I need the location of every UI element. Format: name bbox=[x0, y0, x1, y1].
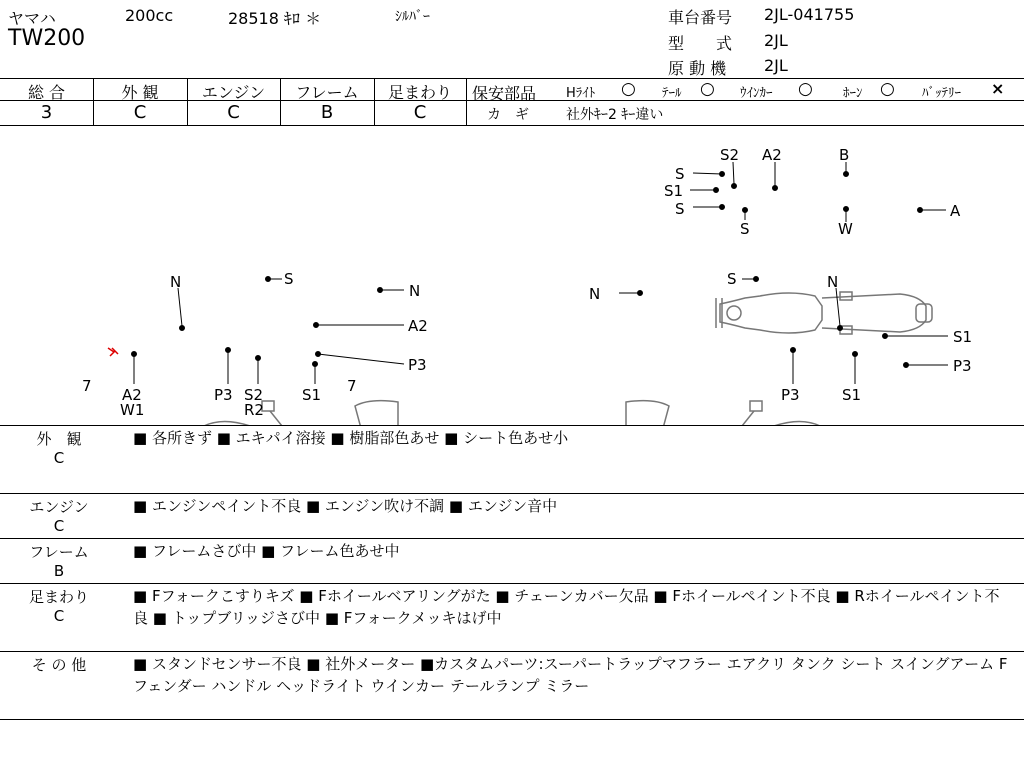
section-text: ■ フレームさび中 ■ フレーム色あせ中 bbox=[133, 542, 400, 560]
bike-right-view bbox=[626, 401, 939, 426]
safety-headlight-label: Hﾗｲﾄ bbox=[566, 86, 596, 101]
safety-tail-label: ﾃｰﾙ bbox=[662, 86, 682, 101]
safety-horn-label: ﾎｰﾝ bbox=[843, 86, 863, 101]
safety-winker-label: ｳｲﾝｶｰ bbox=[740, 86, 773, 101]
label-left-n-1: N bbox=[170, 273, 182, 291]
label-left-a2: A2 bbox=[408, 317, 428, 335]
section-text: ■ 各所きず ■ エキパイ溶接 ■ 樹脂部色あせ ■ シート色あせ小 bbox=[133, 429, 569, 447]
grade-label-exterior: 外 観 bbox=[121, 83, 159, 102]
engine-label: 原 動 機 bbox=[668, 59, 727, 78]
label-top-a: A bbox=[950, 202, 961, 220]
label-left-7-2: 7 bbox=[347, 377, 357, 395]
section-title: そ の 他 bbox=[31, 656, 87, 674]
key-label: カ ギ bbox=[487, 107, 529, 123]
model-name: TW200 bbox=[8, 26, 86, 51]
safety-battery-label: ﾊﾞｯﾃﾘｰ bbox=[922, 86, 961, 101]
label-top-b: B bbox=[839, 146, 850, 164]
grade-value-engine: C bbox=[227, 102, 240, 123]
label-top-s-1: S bbox=[675, 165, 685, 183]
section-grade: C bbox=[53, 449, 65, 467]
label-left-p3-1: P3 bbox=[408, 356, 427, 374]
label-left-r2: R2 bbox=[244, 401, 264, 419]
maker: ヤマハ bbox=[8, 9, 56, 28]
type-value: 2JL bbox=[764, 31, 788, 50]
label-left-7-1: 7 bbox=[82, 377, 92, 395]
label-left-p3-2: P3 bbox=[214, 386, 233, 404]
safety-winker-mark: ○ bbox=[798, 79, 813, 99]
displacement: 200cc bbox=[125, 6, 174, 25]
label-top-s-2: S bbox=[675, 200, 685, 218]
label-left-w1: W1 bbox=[120, 401, 145, 419]
grade-label-total: 総 合 bbox=[27, 83, 66, 102]
label-right-n-1: N bbox=[589, 285, 601, 303]
section-title: 足まわり bbox=[28, 588, 89, 606]
section-text: ■ Fフォークこすりキズ ■ Fホイールベアリングがた ■ チェーンカバー欠品 ■ Fホイールペイント不良 ■ Rホイールペイント不良 ■ トップブリッジさび中 ■ Fフォークメッキはげ中 bbox=[133, 587, 1000, 627]
label-top-s2: S2 bbox=[720, 146, 740, 164]
frame-no-label: 車台番号 bbox=[668, 8, 733, 27]
engine-value: 2JL bbox=[764, 56, 788, 75]
section-grade: C bbox=[53, 607, 65, 625]
section-title: フレーム bbox=[29, 543, 89, 561]
section-grade: C bbox=[53, 517, 65, 535]
label-top-a2: A2 bbox=[762, 146, 782, 164]
section-title: 外 観 bbox=[36, 430, 82, 448]
label-left-n-2: N bbox=[409, 282, 421, 300]
mileage: 28518 ｷﾛ ＊ bbox=[228, 9, 322, 28]
grade-label-engine: エンジン bbox=[201, 83, 266, 102]
label-top-w: W bbox=[838, 220, 853, 238]
grade-label-frame: フレーム bbox=[295, 83, 359, 102]
section-text: ■ スタンドセンサー不良 ■ 社外メーター ■カスタムパーツ:スーパートラップマフラー エアクリ タンク シート スイングアーム Fフェンダー ハンドル ヘッドライト ウインカー テールランプ ミラー bbox=[133, 655, 1008, 695]
grade-value-suspension: C bbox=[413, 102, 427, 123]
frame-no: 2JL-041755 bbox=[764, 5, 855, 24]
label-left-a2-2: A2 bbox=[122, 386, 142, 404]
section-text: ■ エンジンペイント不良 ■ エンジン吹け不調 ■ エンジン音中 bbox=[133, 497, 558, 515]
bike-diagram bbox=[0, 126, 1024, 426]
bike-top-view bbox=[716, 292, 932, 334]
grade-label-suspension: 足まわり bbox=[387, 83, 452, 102]
grade-value-exterior: C bbox=[133, 102, 147, 123]
label-top-s-3: S bbox=[740, 220, 750, 238]
section-grade: B bbox=[53, 562, 65, 580]
type-label: 型 式 bbox=[668, 34, 733, 53]
label-left-s2: S2 bbox=[244, 386, 264, 404]
safety-battery-mark: × bbox=[991, 79, 1005, 98]
label-left-s: S bbox=[284, 270, 294, 288]
safety-horn-mark: ○ bbox=[880, 79, 895, 99]
safety-headlight-mark: ○ bbox=[621, 79, 636, 99]
section-title: エンジン bbox=[29, 498, 89, 516]
grade-value-total: 3 bbox=[40, 102, 53, 123]
key-value: 社外ｷｰ2 ｷｰ違い bbox=[566, 107, 664, 123]
color: ｼﾙﾊﾞｰ bbox=[395, 9, 430, 25]
label-left-s1: S1 bbox=[302, 386, 322, 404]
label-right-s1-1: S1 bbox=[953, 328, 973, 346]
safety-tail-mark: ○ bbox=[700, 79, 715, 99]
label-right-n-2: N bbox=[827, 273, 839, 291]
label-right-s1-2: S1 bbox=[842, 386, 862, 404]
grade-value-frame: B bbox=[320, 102, 334, 123]
label-right-p3-2: P3 bbox=[781, 386, 800, 404]
label-right-p3-1: P3 bbox=[953, 357, 972, 375]
label-top-s1: S1 bbox=[664, 182, 684, 200]
label-right-s: S bbox=[727, 270, 737, 288]
safety-label: 保安部品 bbox=[472, 84, 537, 103]
